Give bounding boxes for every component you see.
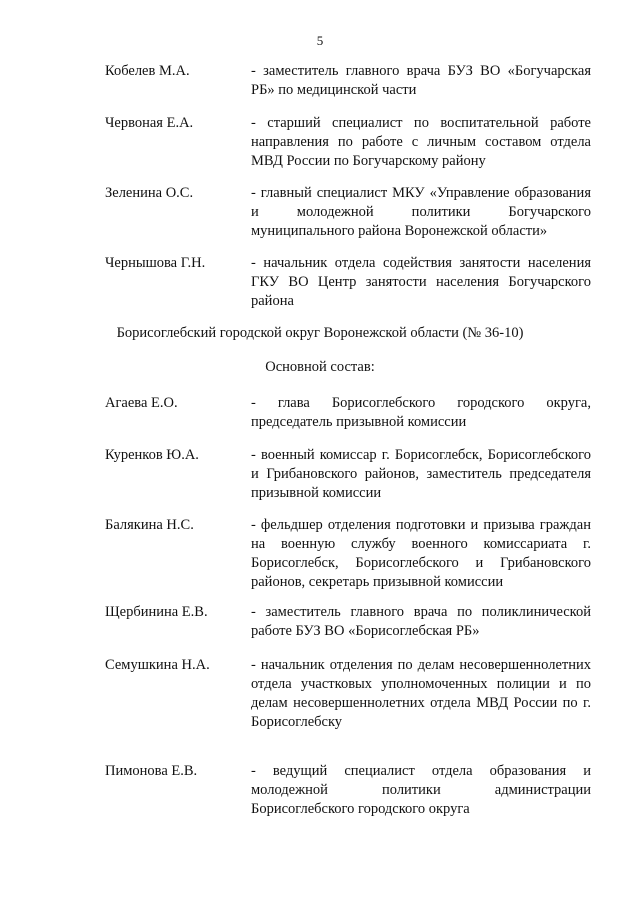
member-name: Червоная Е.А. xyxy=(105,115,194,131)
member-position: - заместитель главного врача по поликлинической работе БУЗ ВО «Борисоглебская РБ» xyxy=(251,604,591,639)
section-title: Борисоглебский городской округ Воронежской области (№ 36-10) xyxy=(116,325,524,341)
member-name: Пимонова Е.В. xyxy=(105,763,198,779)
member-name: Куренков Ю.А. xyxy=(105,447,199,463)
member-name: Чернышова Г.Н. xyxy=(105,255,206,271)
member-position: - начальник отделения по делам несовершеннолетних отдела участковых уполномоченных полиции и по делам несовершеннолетних отдела МВД России по г. Борисоглебску xyxy=(251,657,591,730)
member-name: Зеленина О.С. xyxy=(105,185,194,201)
page-number: 5 xyxy=(316,33,324,48)
member-name: Щербинина Е.В. xyxy=(105,604,208,620)
member-position: - начальник отдела содействия занятости населения ГКУ ВО Центр занятости населения Богучарского района xyxy=(251,255,591,309)
member-position: - ведущий специалист отдела образования и молодежной политики администрации Борисоглебского городского округа xyxy=(251,763,591,817)
member-position: - заместитель главного врача БУЗ ВО «Богучарская РБ» по медицинской части xyxy=(251,63,591,98)
member-position: - старший специалист по воспитательной работе направления по работе с личным составом отдела МВД России по Богучарскому району xyxy=(251,115,591,169)
member-position: - военный комиссар г. Борисоглебск, Борисоглебского и Грибановского районов, заместитель председателя призывной комиссии xyxy=(251,447,591,501)
member-name: Агаева Е.О. xyxy=(105,395,178,411)
member-name: Балякина Н.С. xyxy=(105,517,194,533)
member-position: - фельдшер отделения подготовки и призыва граждан на военную службу военного комиссариата г. Борисоглебск, Борисоглебского и Грибановского районов, секретарь призывной комиссии xyxy=(251,517,591,590)
member-position: - главный специалист МКУ «Управление образования и молодежной политики Богучарского муниципального района Воронежской области» xyxy=(251,185,591,239)
member-position: - глава Борисоглебского городского округа, председатель призывной комиссии xyxy=(251,395,591,430)
member-name: Кобелев М.А. xyxy=(105,63,190,79)
member-name: Семушкина Н.А. xyxy=(105,657,210,673)
subsection-title: Основной состав: xyxy=(265,359,375,375)
